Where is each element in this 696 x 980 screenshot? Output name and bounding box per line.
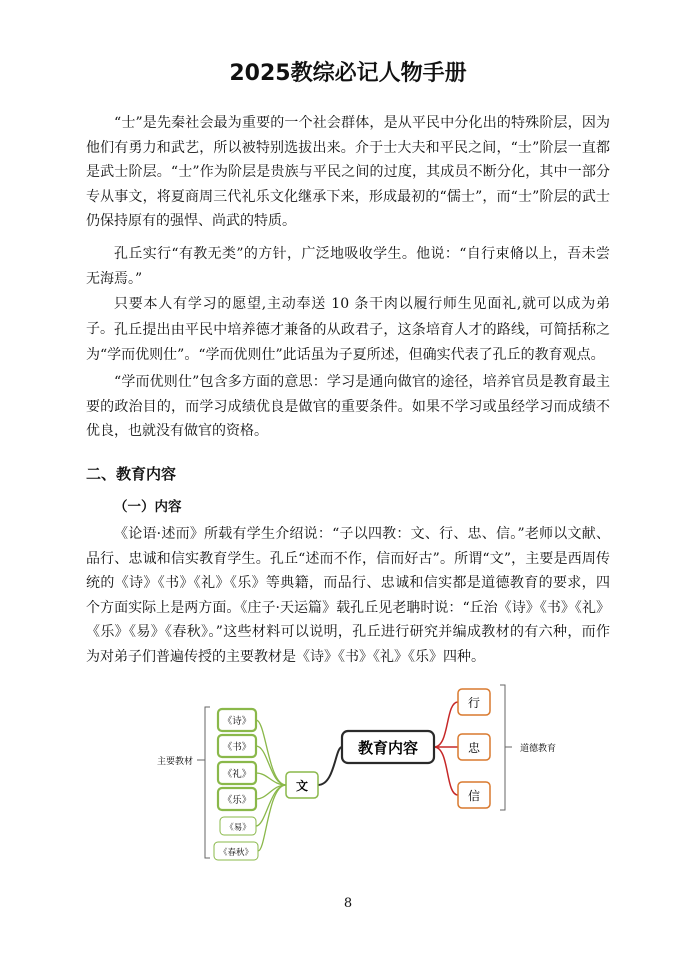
svg-text:《乐》: 《乐》 [222, 795, 252, 806]
moral-education-label: 道德教育 [519, 744, 557, 754]
paragraph-shi: “士”是先秦社会最为重要的一个社会群体，是从平民中分化出的特殊阶层，因为他们有勇力和武艺，所以被特别选拔出来。介于士大夫和平民之间，“士”阶层一直都是武士阶层。“士”作为阶层是贵族与平民之间的过度，其成员不断分化，其中一部分专从事文，将夏商周三代礼乐文化继承下来，形成最初的“儒士”，而“士”阶层的武士仍保持原有的强悍、尚武的特质。 [86, 115, 610, 229]
paragraph-content: 《论语·述而》所载有学生介绍说：“子以四教：文、行、忠、信。”老师以文献、品行、忠诚和信实教育学生。孔丘“述而不作，信而好古”。所谓“文”，主要是西周传统的《诗》《书》《礼》《乐》等典籍，而品行、忠诚和信实都是道德教育的要求，四个方面实际上是两方面。《庄子·天运篇》载孔丘见老聃时说：“丘治《诗》《书》《礼》《乐》《易》《春秋》。”这些材料可以说明，孔丘进行研究并编成教材的有六种，而作为对弟子们普遍传授的主要教材是《诗》《书》《礼》《乐》四种。 [86, 526, 610, 665]
book-node-yue [218, 788, 256, 810]
page-title: 2025教综必记人物手册 [229, 61, 467, 86]
page-number: 8 [343, 896, 353, 911]
svg-text:《春秋》: 《春秋》 [218, 848, 254, 858]
main-materials-label: 主要教材 [156, 757, 194, 767]
book-node-li [218, 762, 256, 784]
svg-text:教育内容: 教育内容 [357, 739, 419, 757]
section-heading: 二、教育内容 [86, 465, 177, 483]
svg-text:《书》: 《书》 [222, 742, 252, 753]
svg-text:《诗》: 《诗》 [222, 716, 252, 727]
left-bracket [205, 707, 210, 858]
moral-node-xin [458, 782, 490, 808]
svg-text:忠: 忠 [467, 741, 481, 755]
moral-node-zhong [458, 734, 490, 760]
svg-text:信: 信 [467, 789, 481, 803]
book-connectors [256, 720, 286, 851]
book-node-chunqiu [214, 842, 258, 860]
paragraph-shuxiu: 只要本人有学习的愿望,主动奉送 10 条干肉以履行师生见面礼,就可以成为弟子。 [86, 296, 610, 337]
section-subheading: （一）内容 [114, 499, 182, 515]
paragraph-xueeryou: 孔丘提出由平民中培养德才兼备的从政君子，这条培育人才的路线，可简括称之为“学而优则仕”。“学而优则仕”此话虽为子夏所述，但确实代表了孔丘的教育观点。 [86, 322, 610, 363]
wen-node [286, 772, 318, 798]
paragraph-youjiaowulei: 孔丘实行“有教无类”的方针，广泛地吸收学生。他说：“自行束脩以上，吾未尝无海焉。” [86, 246, 610, 287]
svg-text:文: 文 [295, 779, 309, 793]
book-node-shu [218, 735, 256, 757]
center-node [342, 731, 434, 763]
wen-connector [318, 747, 342, 785]
paragraph-xueeryou-meaning: “学而优则仕”包含多方面的意思：学习是通向做官的途径，培养官员是教育最主要的政治目的，而学习成绩优良是做官的重要条件。如果不学习或虽经学习而成绩不优良，也就没有做官的资格。 [86, 374, 610, 439]
moral-node-xing [458, 689, 490, 715]
svg-text:《礼》: 《礼》 [222, 769, 252, 780]
svg-text:行: 行 [467, 696, 481, 710]
book-node-yi [220, 817, 256, 835]
right-bracket [500, 685, 505, 810]
moral-connectors [434, 702, 458, 795]
book-node-shi [218, 709, 256, 731]
svg-text:《易》: 《易》 [225, 823, 251, 833]
